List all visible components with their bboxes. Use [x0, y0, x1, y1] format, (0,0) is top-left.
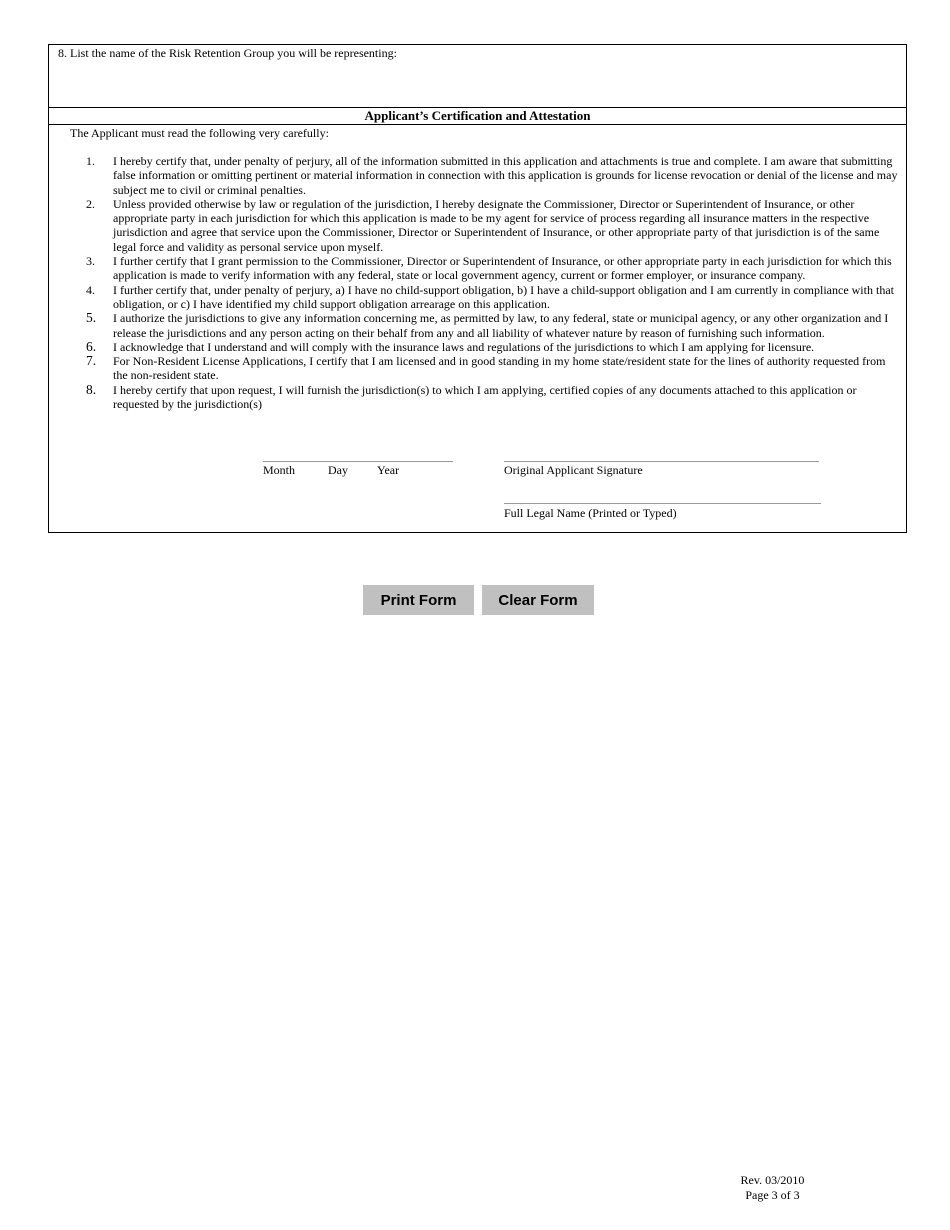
application-form-section [48, 44, 907, 533]
certification-item [49, 283, 906, 312]
certification-item [49, 340, 906, 354]
certification-item [49, 311, 906, 340]
year-label: Year [377, 463, 400, 477]
risk-retention-group-input[interactable] [109, 63, 893, 105]
item-number: 2. [86, 196, 95, 211]
certification-item [49, 154, 906, 197]
date-line[interactable] [263, 461, 453, 462]
item-number: 7. [86, 353, 97, 369]
item-number: 3. [86, 254, 95, 269]
item-number: 8. [86, 381, 97, 397]
question-8-label: 8. List the name of the Risk Retention Group you will be representing: [58, 46, 397, 60]
item-text: I authorize the jurisdictions to give any information concerning me, as permitted by law, to any federal, state or municipal agency, or any other organization and I release the jurisdictions and any person acting on their behalf from any and all liability of whatever nature by reason of furnishing such information. [113, 311, 889, 340]
certification-intro: The Applicant must read the following very carefully: [70, 126, 329, 140]
certification-item [49, 354, 906, 383]
clear-form-button[interactable]: Clear Form [482, 585, 594, 615]
item-text: Unless provided otherwise by law or regulation of the jurisdiction, I hereby designate the Commissioner, Director or Superintendent of Insurance, or other appropriate party in each jurisdiction for which this application is made to be my agent for service of process regarding all insurance matters in the respective jurisdiction and agree that service upon the Commissioner, Director or Superintendent of Insurance, or other appropriate party of that jurisdiction is of the same legal force and validity as personal service upon myself. [113, 196, 880, 254]
item-number: 1. [86, 154, 95, 168]
day-label: Day [328, 463, 348, 477]
item-text: I hereby certify that upon request, I will furnish the jurisdiction(s) to which I am applying, certified copies of any documents attached to this application or requested by the jurisdiction(s) [113, 382, 857, 412]
certification-item [49, 383, 906, 412]
item-number: 4. [86, 282, 95, 297]
month-label: Month [263, 463, 296, 477]
page-footer [720, 1173, 825, 1203]
certification-item [49, 254, 906, 283]
print-form-button[interactable]: Print Form [363, 585, 474, 615]
full-name-label: Full Legal Name (Printed or Typed) [504, 506, 677, 520]
item-number: 5. [86, 310, 97, 326]
page-number: Page 3 of 3 [745, 1188, 800, 1202]
full-name-line[interactable] [504, 503, 821, 504]
item-text: I further certify that, under penalty of perjury, a) I have no child-support obligation, b) I have a child-support obligation and I am currently in compliance with that obligation, or c) I have identified my child support obligation arrearage on this application. [113, 282, 894, 311]
item-text: I hereby certify that, under penalty of perjury, all of the information submitted in this application and attachments is true and complete. I am aware that submitting false information or omitting pertinent or material information in connection with this application is grounds for license revocation or denial of the license and may subject me to civil or criminal penalties. [113, 154, 898, 197]
item-number: 6. [86, 338, 97, 354]
item-text: I acknowledge that I understand and will comply with the insurance laws and regulations of the jurisdictions to which I am applying for licensure. [113, 339, 815, 354]
signature-label: Original Applicant Signature [504, 463, 643, 477]
certification-list [49, 154, 906, 411]
item-text: For Non-Resident License Applications, I certify that I am licensed and in good standing in my home state/resident state for the lines of authority requested from the non-resident state. [113, 354, 886, 383]
signature-line[interactable] [504, 461, 819, 462]
item-text: I further certify that I grant permission to the Commissioner, Director or Superintendent of Insurance, or other appropriate party in each jurisdiction for which this application is made to verify information with any federal, state or local government agency, current or former employer, or insurance company. [113, 254, 892, 283]
certification-item [49, 197, 906, 254]
revision-label: Rev. 03/2010 [740, 1173, 805, 1187]
section-title: Applicant’s Certification and Attestation [49, 107, 906, 125]
